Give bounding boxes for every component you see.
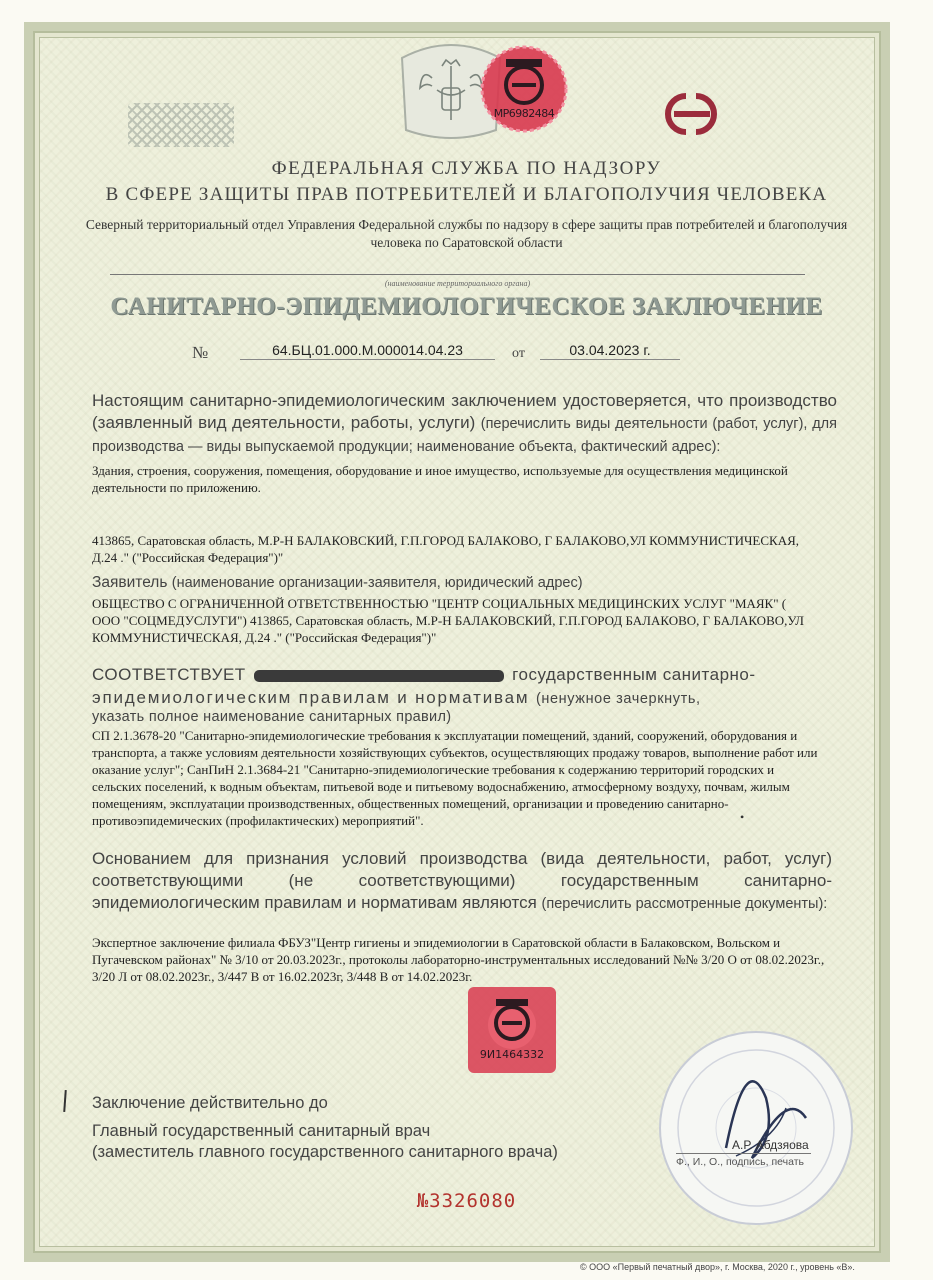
applicant-heading <box>92 574 583 592</box>
chief-doctor-title: Главный государственный санитарный врач <box>92 1122 431 1140</box>
intro-instruction: (перечислить виды деятельности (работ, услуг), для производства — виды выпускаемой продукции; наименование объекта, фактический адрес): <box>92 416 837 455</box>
conformity-rest: государственным санитарно- <box>512 665 756 684</box>
valid-until-label: Заключение действительно до <box>92 1094 328 1112</box>
serial-number: №3326080 <box>416 1190 517 1212</box>
document-date: 03.04.2023 г. <box>540 342 680 360</box>
signature-caption: Ф., И., О., подпись, печать <box>676 1156 805 1168</box>
conformity-verdict: СООТВЕТСТВУЕТ <box>92 665 246 684</box>
sanitary-rules-list: СП 2.1.3678-20 "Санитарно-эпидемиологические требования к эксплуатации помещений, зданий, сооружений, оборудования и транспорта, а также условиям деятельности хозяйствующих субъектов, осуществляющих продажу товаров, выполнение работ или оказание услуг"; СанПиН 2.1.3684-21 "Санитарно-эпидемиологические требования к содержанию территорий городских и сельских поселений, к водным объектам, питьевой воде и питьевому водоснабжению, атмосферному воздуху, почвам, жилым помещениям, эксплуатации производственных, общественных помещений, организации и проведению санитарно-противоэпидемических (профилактических) мероприятий". <box>92 728 818 828</box>
objects-description: Здания, строения, сооружения, помещения, оборудование и иное имущество, используемые для осуществления медицинской деятельности по приложению. <box>92 463 788 495</box>
agency-title-line2: В СФЕРЕ ЗАЩИТЫ ПРАВ ПОТРЕБИТЕЛЕЙ И БЛАГОПОЛУЧИЯ ЧЕЛОВЕКА <box>105 184 828 205</box>
security-pattern <box>128 103 234 147</box>
deputy-doctor-title: (заместитель главного государственного санитарного врача) <box>92 1143 558 1161</box>
conformity-line3: указать полное наименование санитарных правил) <box>92 709 452 725</box>
intro-main: Настоящим санитарно-эпидемиологическим заключением удостоверяется, что производство (заявленный вид деятельности, работы, услуги) <box>92 391 837 432</box>
signature-line <box>676 1153 811 1154</box>
rospotrebnadzor-logo-icon <box>652 88 732 140</box>
stray-mark: • <box>740 810 745 824</box>
organ-divider <box>110 274 805 275</box>
number-label: № <box>192 343 209 362</box>
printer-imprint: © ООО «Первый печатный двор», г. Москва, 2020 г., уровень «В». <box>580 1262 855 1272</box>
conformity-line2-note: (ненужное зачеркнуть, <box>535 691 701 707</box>
hologram-sticker-2 <box>466 985 558 1075</box>
applicant-instruction: (наименование организации-заявителя, юридический адрес) <box>171 575 583 591</box>
conformity-line1 <box>92 664 837 686</box>
hologram-number: MP6982484 <box>493 107 555 120</box>
intro-paragraph <box>92 390 837 458</box>
conformity-line2-main: эпидемиологическим правилам и нормативам <box>92 688 530 707</box>
document-title: САНИТАРНО-ЭПИДЕМИОЛОГИЧЕСКОЕ ЗАКЛЮЧЕНИЕ <box>110 293 823 320</box>
expert-conclusion: Экспертное заключение филиала ФБУЗ"Центр гигиены и эпидемиологии в Саратовской области в Балаковском, Вольском и Пугачевском районах" № 3/10 от 20.03.2023г., протоколы лабораторно-инструментальных исследований №№ 3/20 О от 08.02.2023г., 3/20 Л от 08.02.2023г., 3/447 В от 16.02.2023г, 3/448 В от 14.02.2023г. <box>92 935 825 984</box>
basis-instruction: (перечислить рассмотренные документы): <box>541 896 828 912</box>
organ-caption: (наименование территориального органа) <box>384 279 531 288</box>
struck-out-text <box>254 670 504 682</box>
applicant-details: ОБЩЕСТВО С ОГРАНИЧЕННОЙ ОТВЕТСТВЕННОСТЬЮ "ЦЕНТР СОЦИАЛЬНЫХ МЕДИЦИНСКИХ УСЛУГ "МАЯК" ( ООО "СОЦМЕДУСЛУГИ") 413865, Саратовская область, М.Р-Н БАЛАКОВСКИЙ, Г.П.ГОРОД БАЛАКОВО, Г БАЛАКОВО,УЛ КОММУНИСТИЧЕСКАЯ, Д.24 ." ("Российская Федерация")" <box>92 596 804 645</box>
agency-title-line1: ФЕДЕРАЛЬНАЯ СЛУЖБА ПО НАДЗОРУ <box>271 158 662 179</box>
date-label: от <box>512 346 525 361</box>
basis-main: Основанием для признания условий производства (вида деятельности, работ, услуг) соответствующими (не соответствующими) государственным санитарно-эпидемиологическим правилам и нормативам являются <box>92 849 832 912</box>
basis-paragraph <box>92 848 832 915</box>
signer-name: А.Р. Абдзяова <box>732 1138 809 1152</box>
object-address: 413865, Саратовская область, М.Р-Н БАЛАКОВСКИЙ, Г.П.ГОРОД БАЛАКОВО, Г БАЛАКОВО,УЛ КОММУНИСТИЧЕСКАЯ, Д.24 ." ("Российская Федерация")" <box>92 533 800 565</box>
conformity-line2 <box>92 687 837 710</box>
applicant-label: Заявитель <box>92 574 168 591</box>
hologram2-number: 9И1464332 <box>479 1048 545 1061</box>
document-number: 64.БЦ.01.000.М.000014.04.23 <box>240 342 495 360</box>
department-name: Северный территориальный отдел Управления Федеральной службы по надзору в сфере защиты прав потребителей и благополучия человека по Саратовской области <box>85 217 848 250</box>
